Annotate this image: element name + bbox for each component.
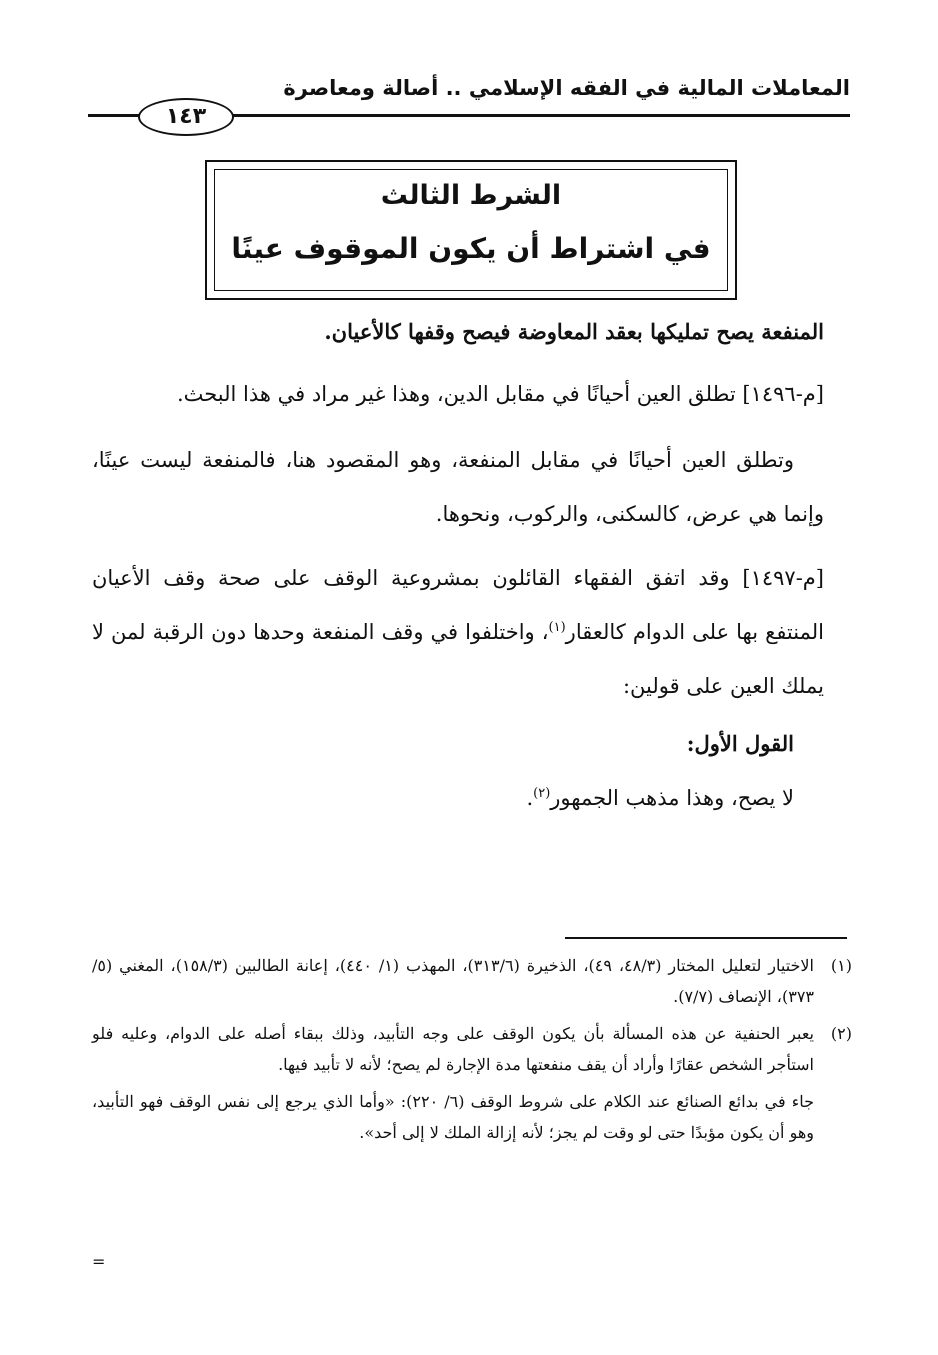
footnote-2-number: (٢) (830, 1024, 852, 1043)
footnote-1-number: (١) (830, 956, 852, 975)
footnote-1-text: الاختيار لتعليل المختار (٤٨/٣، ٤٩)، الذخيرة (٣١٣/٦)، المهذب (١/ ٤٤٠)، إعانة الطالبين (١٥٨/٣)، المغني (٥/ ٣٧٣)، الإنصاف (٧/٧). (92, 956, 814, 1006)
paragraph-5-text-a: لا يصح، وهذا مذهب الجمهور (550, 786, 794, 810)
page-number: ١٤٣ (138, 98, 234, 136)
footnote-ref-1[interactable]: (١) (548, 620, 566, 635)
paragraph-4-text-a: [م-١٤٩٧] وقد اتفق الفقهاء القائلون بمشروعية الوقف على صحة وقف الأعيان المنتفع بها على الدوام كالعقار (92, 566, 824, 644)
subheading-first-opinion: القول الأول: (686, 731, 794, 756)
paragraph-2: [م-١٤٩٦] تطلق العين أحيانًا في مقابل الدين، وهذا غير مراد في هذا البحث. (176, 382, 824, 406)
paragraph-3: وتطلق العين أحيانًا في مقابل المنفعة، وهو المقصود هنا، فالمنفعة ليست عينًا، وإنما هي عرض، كالسكنى، والركوب، ونحوها. (92, 448, 824, 526)
footnotes (92, 950, 852, 1148)
footnote-2 (92, 1018, 852, 1080)
paragraph-5 (92, 771, 824, 825)
body-text (92, 305, 824, 825)
paragraph-1: المنفعة يصح تمليكها بعقد المعاوضة فيصح وقفها كالأعيان. (324, 319, 824, 344)
section-subtitle: في اشتراط أن يكون الموقوف عينًا (231, 232, 711, 265)
footnote-2-text: يعبر الحنفية عن هذه المسألة بأن يكون الوقف على وجه التأبيد، وذلك ببقاء أصله على الدوام، وعليه فلو استأجر الشخص عقارًا وأراد أن يقف منفعتها مدة الإجارة لم يصح؛ لأنه لا تأبيد فيها. (92, 1024, 814, 1074)
footnote-1 (92, 950, 852, 1012)
paragraph-5-text-b: . (526, 786, 534, 810)
section-title-box (205, 160, 737, 300)
continuation-mark: = (92, 1252, 106, 1271)
footnote-2-continuation: جاء في بدائع الصنائع عند الكلام على شروط الوقف (٦/ ٢٢٠): «وأما الذي يرجع إلى نفس الوقف فهو التأبيد، وهو أن يكون مؤبدًا حتى لو وقت لم يجز؛ لأنه إزالة الملك لا إلى أحد». (92, 1092, 814, 1142)
paragraph-4-text-b: ، واختلفوا في وقف المنفعة وحدها دون الرقبة لمن لا يملك العين على قولين: (92, 620, 824, 698)
section-title: الشرط الثالث (380, 180, 562, 211)
paragraph-4 (92, 551, 824, 713)
footnote-ref-2[interactable]: (٢) (533, 786, 551, 801)
running-header: المعاملات المالية في الفقه الإسلامي .. أصالة ومعاصرة (283, 76, 850, 100)
footnote-rule (565, 937, 847, 939)
